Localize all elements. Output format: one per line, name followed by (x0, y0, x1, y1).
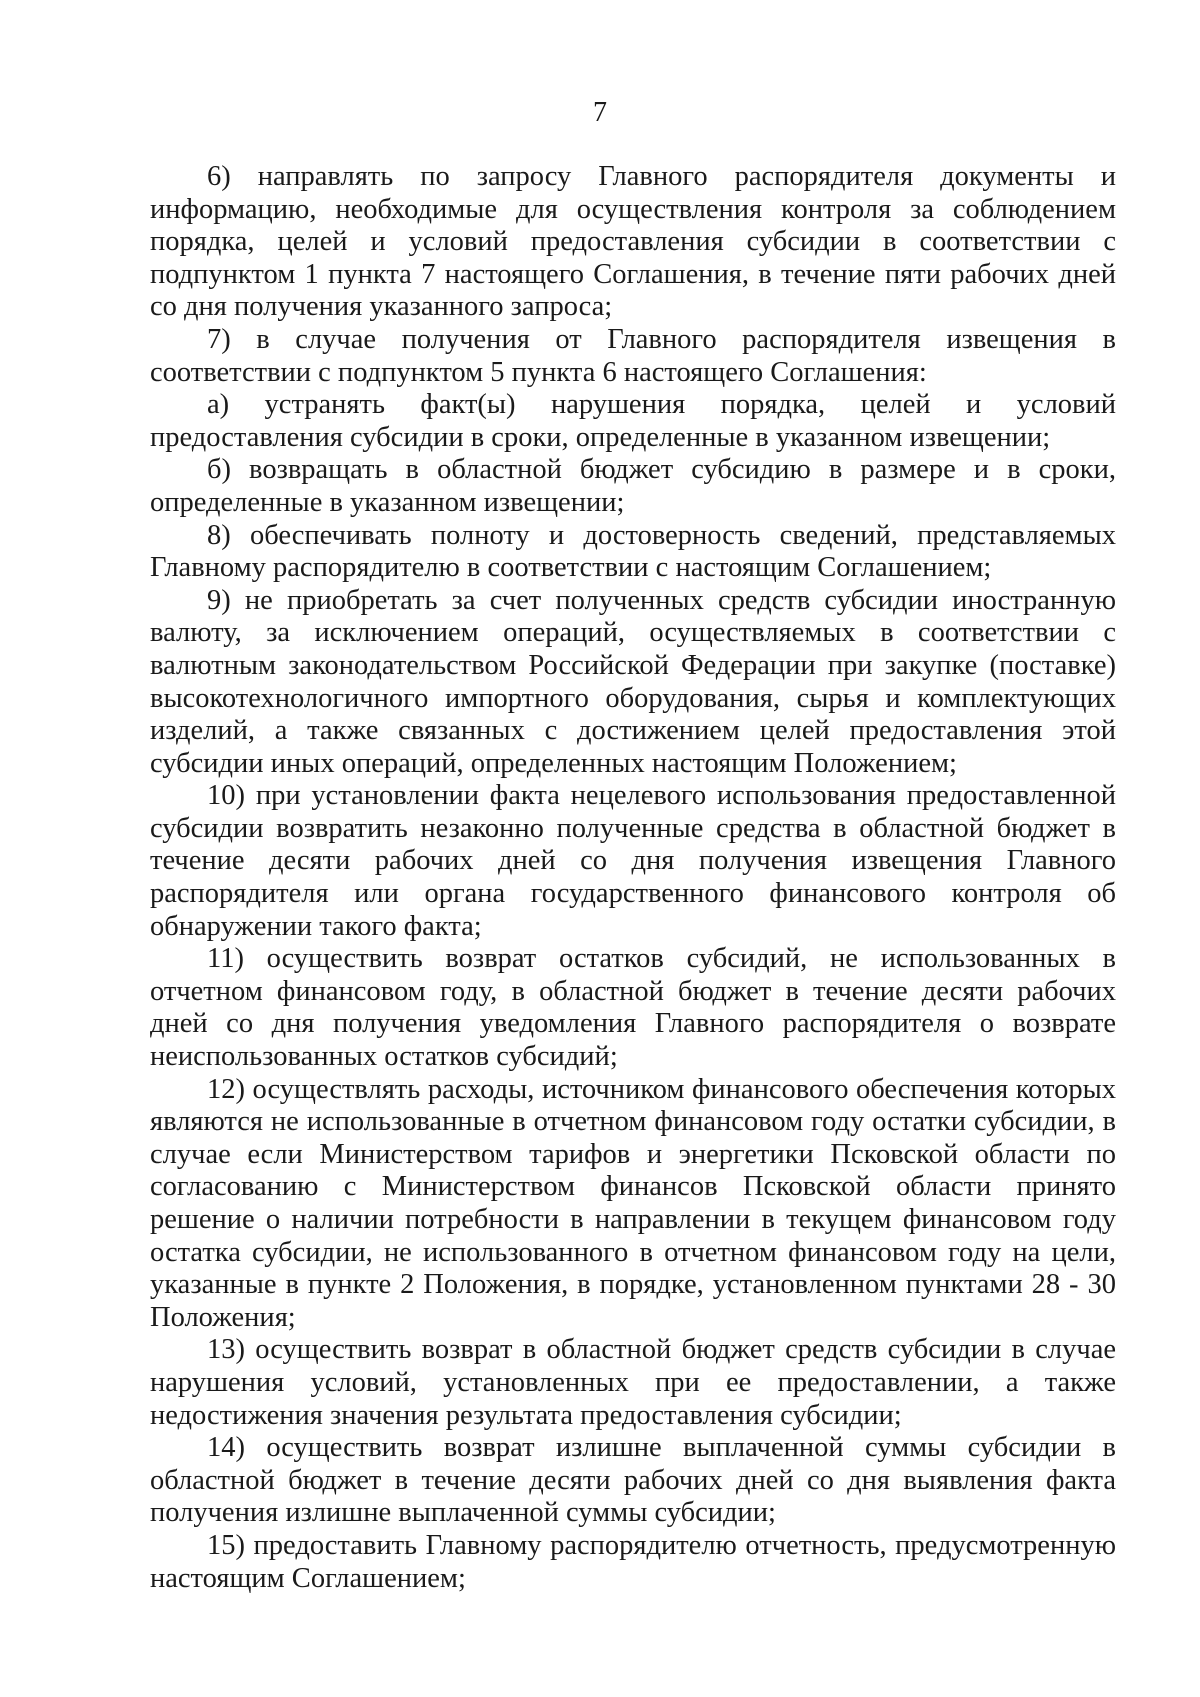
paragraph-item-7: 7) в случае получения от Главного распорядителя извещения в соответствии с подпунктом 5 пункта 6 настоящего Соглашения: (150, 323, 1116, 388)
paragraph-item-12: 12) осуществлять расходы, источником финансового обеспечения которых являются не использованные в отчетном финансовом году остатки субсидии, в случае если Министерством тарифов и энергетики Псковской области по согласованию с Министерством финансов Псковской области принято решение о наличии потребности в направлении в текущем финансовом году остатка субсидии, не использованного в отчетном финансовом году на цели, указанные в пункте 2 Положения, в порядке, установленном пунктами 28 - 30 Положения; (150, 1073, 1116, 1333)
paragraph-item-10: 10) при установлении факта нецелевого использования предоставленной субсидии возвратить незаконно полученные средства в областной бюджет в течение десяти рабочих дней со дня получения извещения Главного распорядителя или органа государственного финансового контроля об обнаружении такого факта; (150, 780, 1116, 942)
paragraph-item-6: 6) направлять по запросу Главного распорядителя документы и информацию, необходимые для осуществления контроля за соблюдением порядка, целей и условий предоставления субсидии в соответствии с подпунктом 1 пункта 7 настоящего Соглашения, в течение пяти рабочих дней со дня получения указанного запроса; (150, 161, 1116, 323)
paragraph-item-9: 9) не приобретать за счет полученных средств субсидии иностранную валюту, за исключением операций, осуществляемых в соответствии с валютным законодательством Российской Федерации при закупке (поставке) высокотехнологичного импортного оборудования, сырья и комплектующих изделий, а также связанных с достижением целей предоставления этой субсидии иных операций, определенных настоящим Положением; (150, 584, 1116, 779)
paragraph-item-8: 8) обеспечивать полноту и достоверность сведений, представляемых Главному распорядителю в соответствии с настоящим Соглашением; (150, 519, 1116, 584)
paragraph-item-7b: б) возвращать в областной бюджет субсидию в размере и в сроки, определенные в указанном извещении; (150, 454, 1116, 518)
paragraph-item-15: 15) предоставить Главному распорядителю отчетность, предусмотренную настоящим Соглашением; (150, 1529, 1116, 1594)
paragraph-item-11: 11) осуществить возврат остатков субсидий, не использованных в отчетном финансовом году, в областной бюджет в течение десяти рабочих дней со дня получения уведомления Главного распорядителя о возврате неиспользованных остатков субсидий; (150, 943, 1116, 1073)
page-number: 7 (593, 97, 607, 128)
paragraph-item-13: 13) осуществить возврат в областной бюджет средств субсидии в случае нарушения условий, установленных при ее предоставлении, а также недостижения значения результата предоставления субсидии; (150, 1334, 1116, 1431)
paragraph-item-7a: а) устранять факт(ы) нарушения порядка, целей и условий предоставления субсидии в сроки, определенные в указанном извещении; (150, 389, 1116, 453)
paragraph-item-14: 14) осуществить возврат излишне выплаченной суммы субсидии в областной бюджет в течение десяти рабочих дней со дня выявления факта получения излишне выплаченной суммы субсидии; (150, 1432, 1116, 1529)
document-body (150, 161, 1116, 1595)
